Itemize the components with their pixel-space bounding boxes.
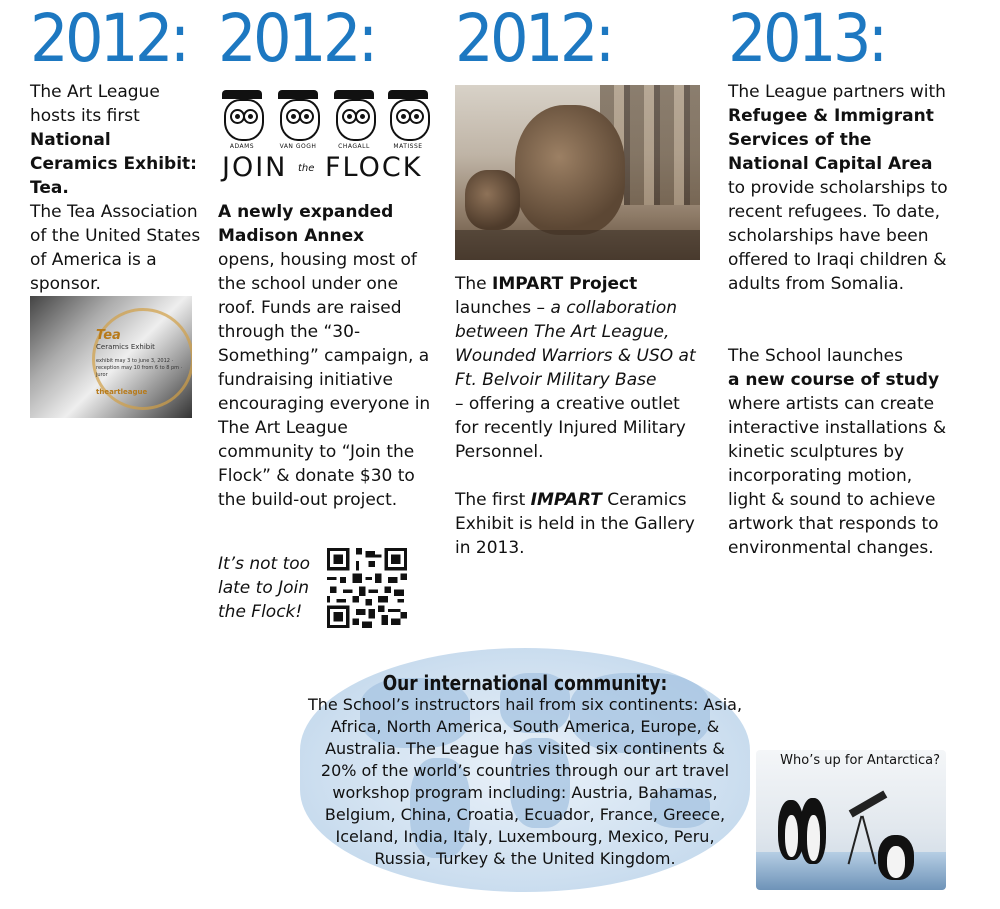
year-heading-2012-col3: 2012: [455,0,612,77]
year-heading-2013-col4: 2013: [728,0,885,77]
col2-body: opens, housing most of the school under one roof. Funds are raised through the “30-Something” campaign, a fundraising initiative encouraging everyone in The Art League community to “Join the Flock” & donate $30 to the build-out project. [218,250,431,510]
col4-para1: The League partners with Refugee & Immigrant Services of the National Capital Area to provide scholarships to recent refugees. To date, scholarships have been offered to Iraqi children & adults from Somalia. [728,82,948,294]
col1-intro: The Art League hosts its first [30,82,160,126]
owl-adams: ADAMS [220,90,264,150]
tea-card-details: exhibit may 3 to june 3, 2012 · reception may 10 from 6 to 8 pm · juror [96,358,183,378]
col2-callout [218,552,318,624]
col3-para2: The first IMPART Ceramics Exhibit is held in the Gallery in 2013. [455,490,695,558]
col1-text [30,80,202,296]
year-heading-2012-col1: 2012: [30,0,187,77]
owl-matisse: MATISSE [386,90,430,150]
col2-text [218,200,433,512]
intl-community-body: The School’s instructors hail from six continents: Asia, Africa, North America, South America, Europe, & Australia. The League has visited six continents & 20% of the world’s countries through our art travel workshop program including: Austria, Bahamas, Belgium, China, Croatia, Ecuador, France, Greece, Iceland, India, Italy, Luxembourg, Mexico, Peru, Russia, Turkey & the United Kingdom. [307,695,743,868]
tea-card-title: Tea [96,328,121,343]
penguin-right [878,835,914,880]
qr-code-image[interactable] [327,548,407,628]
intl-community-title: Our international community: [382,671,668,695]
antarctica-question: Who’s up for Antarctica? [780,753,940,768]
year-heading-2012-col2: 2012: [218,0,375,77]
join-the-flock-logo: JOIN the FLOCK [222,152,423,183]
antarctica-penguins-photo [756,750,946,890]
col3-para1: The IMPART Project launches – a collaboration between The Art League, Wounded Warriors & USO at Ft. Belvoir Military Base – offering a creative outlet for recently Injured Military Personnel. [455,274,696,462]
penguin-middle [800,798,826,864]
impart-sculpture-photo [455,85,700,260]
col3-text [455,272,705,560]
col4-para2: The School launches a new course of study where artists can create interactive installations & kinetic sculptures by incorporating motion, light & sound to achieve artwork that responds to environmental changes. [728,346,947,558]
tea-card-brand: theartleague [96,388,148,396]
owl-chagall: CHAGALL [332,90,376,150]
tea-exhibit-card-image [30,296,192,418]
col1-sponsor: The Tea Association of the United States of America is a sponsor. [30,202,201,294]
tea-card-subtitle: Ceramics Exhibit [96,343,155,351]
camera-tripod [849,791,888,818]
owl-van-gogh: VAN GOGH [276,90,320,150]
col2-bold-title: A newly expanded Madison Annex [218,202,394,246]
col2-italic-callout: It’s not too late to Join the Flock! [218,554,311,622]
col4-text [728,80,953,560]
col1-bold-title: National Ceramics Exhibit: Tea. [30,130,197,198]
